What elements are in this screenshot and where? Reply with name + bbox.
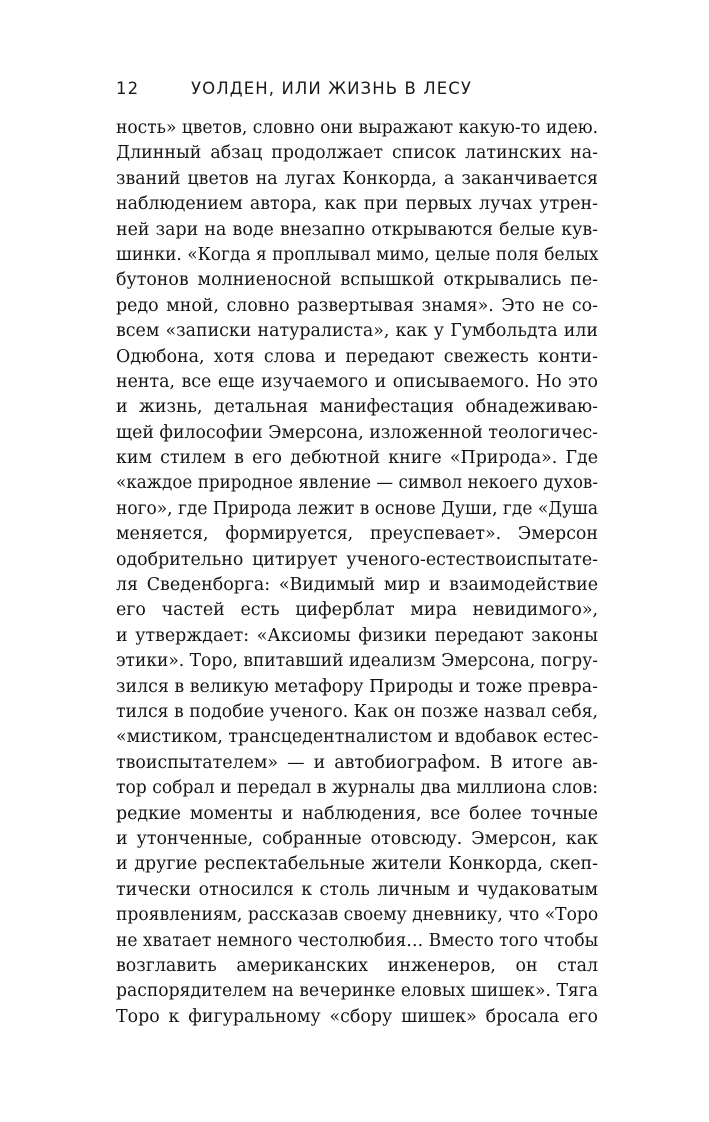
text-line: щей философии Эмерсона, изложенной теологичес- — [116, 422, 598, 443]
page-number: 12 — [116, 79, 140, 98]
text-line: нента, все еще изучаемого и описываемого. Но это — [116, 371, 598, 392]
running-header — [116, 79, 596, 101]
text-line: меняется, формируется, преуспевает». Эмерсон — [116, 524, 598, 545]
text-line: и другие респектабельные жители Конкорда, скеп- — [116, 854, 598, 875]
text-line: званий цветов на лугах Конкорда, а заканчивается — [116, 168, 598, 189]
text-line: ного», где Природа лежит в основе Души, где «Душа — [116, 498, 598, 519]
text-line: Одюбона, хотя слова и передают свежесть конти- — [116, 346, 598, 367]
text-line: тор собрал и передал в журналы два миллиона слов: — [116, 778, 598, 799]
text-line: Торо к фигуральному «сбору шишек» бросала его — [116, 1006, 598, 1027]
text-line: зился в великую метафору Природы и тоже превра- — [116, 676, 598, 697]
text-line: бутонов молниеносной вспышкой открывались пе- — [116, 270, 598, 291]
text-line: твоиспытателем» — и автобиографом. В итоге ав- — [116, 752, 598, 773]
text-line: тически относился к столь личным и чудаковатым — [116, 879, 598, 900]
text-line: Длинный абзац продолжает список латинских на- — [116, 143, 598, 164]
text-line: тился в подобие ученого. Как он позже назвал себя, — [116, 701, 599, 722]
book-title: УОЛДЕН, ИЛИ ЖИЗНЬ В ЛЕСУ — [191, 79, 473, 98]
text-line: этики». Торо, впитавший идеализм Эмерсона, погру- — [116, 651, 598, 672]
text-line: ким стилем в его дебютной книге «Природа». Где — [116, 448, 598, 469]
text-line: распорядителем на вечеринке еловых шишек». Тяга — [116, 981, 598, 1002]
text-line: шинки. «Когда я проплывал мимо, целые поля белых — [116, 244, 599, 265]
text-line: «каждое природное явление — символ некоего духов- — [116, 473, 598, 494]
body-text — [116, 116, 598, 1030]
text-line: ней зари на воде внезапно открываются белые кув- — [116, 219, 598, 240]
text-line: и жизнь, детальная манифестация обнадеживаю- — [116, 397, 598, 418]
text-line: всем «записки натуралиста», как у Гумбольдта или — [116, 321, 598, 342]
text-line: проявлениям, рассказав своему дневнику, что «Торо — [116, 905, 599, 926]
text-line: редкие моменты и наблюдения, все более точные — [116, 803, 598, 824]
text-line: не хватает немного честолюбия… Вместо того чтобы — [116, 930, 599, 951]
text-line: и утонченные, собранные отовсюду. Эмерсон, как — [116, 828, 598, 849]
text-line: ля Сведенборга: «Видимый мир и взаимодействие — [116, 575, 598, 596]
text-line: и утверждает: «Аксиомы физики передают законы — [116, 625, 598, 646]
text-line: «мистиком, трансцедентналистом и вдобавок естес- — [116, 727, 599, 748]
text-line: его частей есть циферблат мира невидимого», — [116, 600, 598, 621]
text-line: возглавить американских инженеров, он стал — [116, 955, 598, 976]
text-line: ность» цветов, словно они выражают какую-то идею. — [116, 118, 599, 138]
text-line: одобрительно цитирует ученого-естествоиспытате- — [116, 549, 598, 570]
text-line: наблюдением автора, как при первых лучах утрен- — [116, 194, 598, 215]
text-line: редо мной, словно развертывая знамя». Это не со- — [116, 295, 598, 316]
